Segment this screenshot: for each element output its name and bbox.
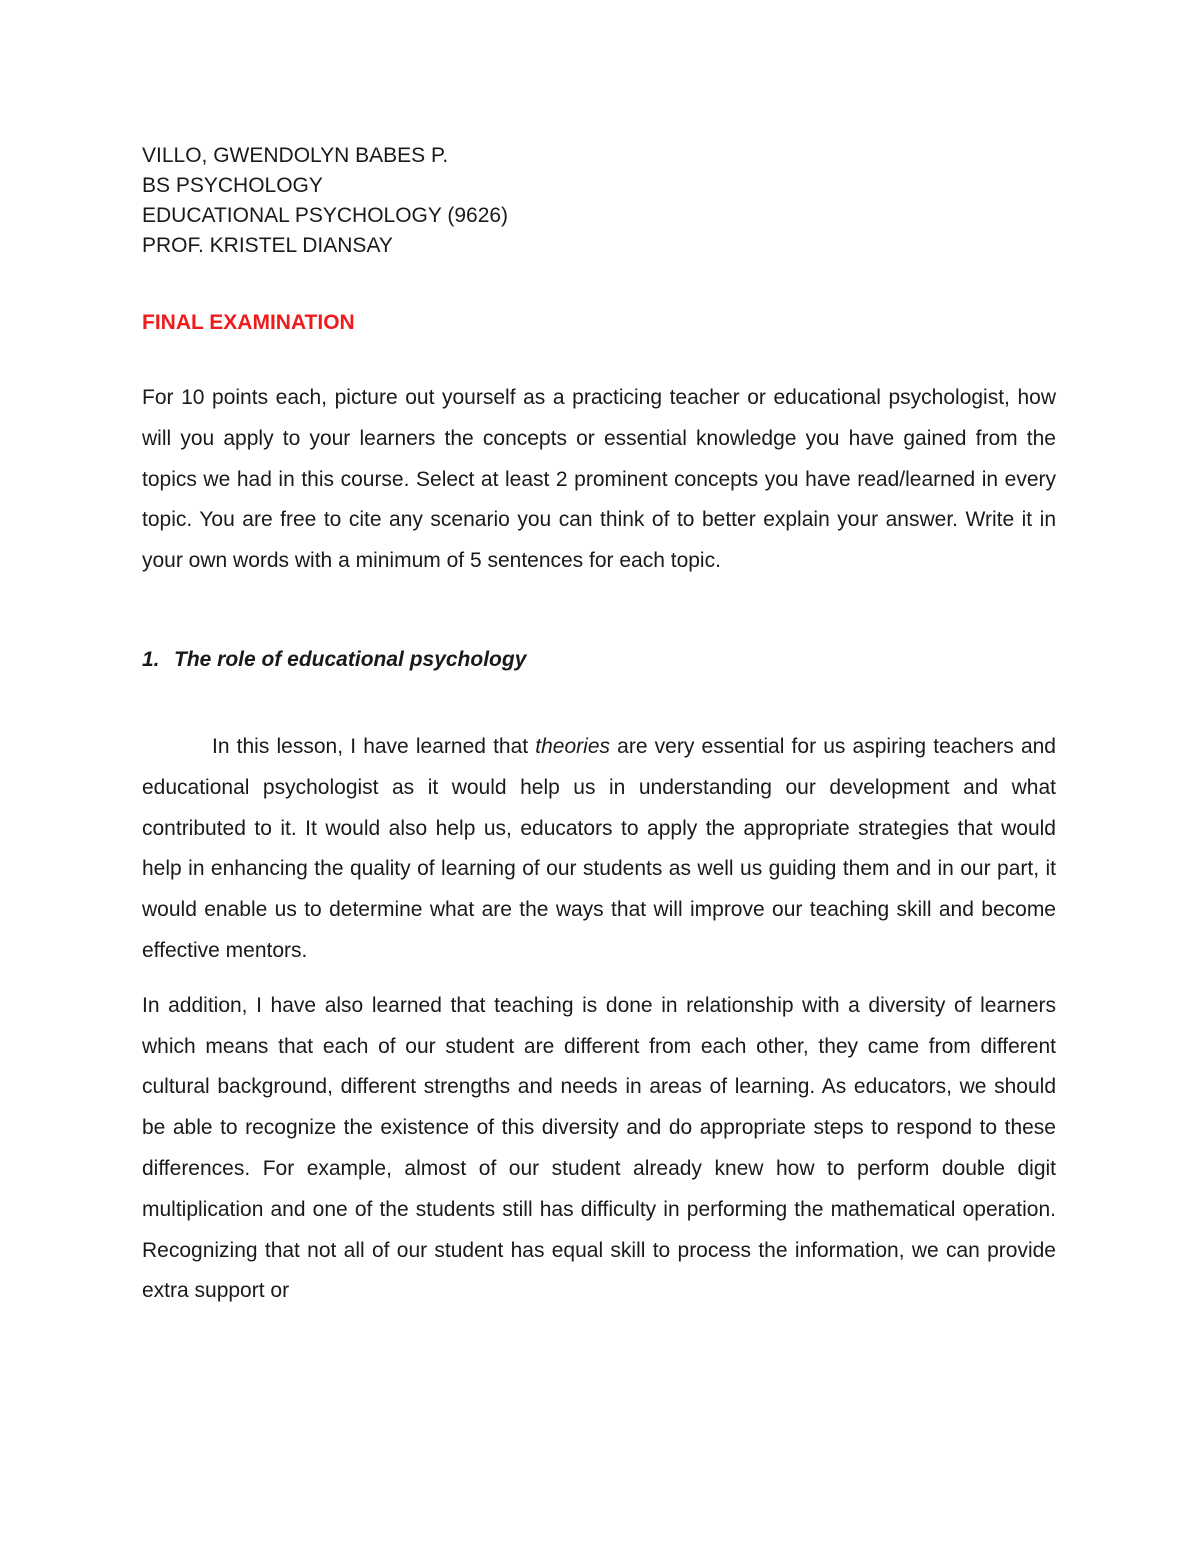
student-program: BS PSYCHOLOGY xyxy=(142,174,323,197)
topic-number: 1. xyxy=(142,647,160,671)
course-name: EDUCATIONAL PSYCHOLOGY (9626) xyxy=(142,204,509,227)
document-content xyxy=(142,141,1056,1312)
exam-title: FINAL EXAMINATION xyxy=(142,311,355,334)
topic-heading xyxy=(142,645,1056,675)
paragraph-1-lead: In this lesson, I have learned that xyxy=(212,734,536,758)
professor-name: PROF. KRISTEL DIANSAY xyxy=(142,234,393,257)
student-header xyxy=(142,141,1056,261)
topic-paragraph-2: In addition, I have also learned that teaching is done in relationship with a diversity of learners which means that each of our student are different from each other, they came from different cultural background, different strengths and needs in areas of learning. As educators, we should be able to recognize the existence of this diversity and do appropriate steps to respond to these differences. For example, almost of our student already knew how to perform double digit multiplication and one of the students still has difficulty in performing the mathematical operation. Recognizing that not all of our student has equal skill to process the information, we can provide extra support or xyxy=(142,993,1056,1303)
topic-title: The role of educational psychology xyxy=(174,647,527,671)
exam-instructions: For 10 points each, picture out yourself as a practicing teacher or educational psychologist, how will you apply to your learners the concepts or essential knowledge you have gained from the topics we had in this course. Select at least 2 prominent concepts you have read/learned in every topic. You are free to cite any scenario you can think of to better explain your answer. Write it in your own words with a minimum of 5 sentences for each topic. xyxy=(142,386,1056,573)
student-name: VILLO, GWENDOLYN BABES P. xyxy=(142,144,449,167)
paragraph-1-emphasis: theories xyxy=(535,734,611,758)
paragraph-1-rest: are very essential for us aspiring teachers and educational psychologist as it would help us in understanding our development and what contributed to it. It would also help us, educators to apply the appropriate strategies that would help in enhancing the quality of learning of our students as well us guiding them and in our part, it would enable us to determine what are the ways that will improve our teaching skill and become effective mentors. xyxy=(142,734,1056,962)
topic-paragraph-1 xyxy=(142,727,1056,972)
